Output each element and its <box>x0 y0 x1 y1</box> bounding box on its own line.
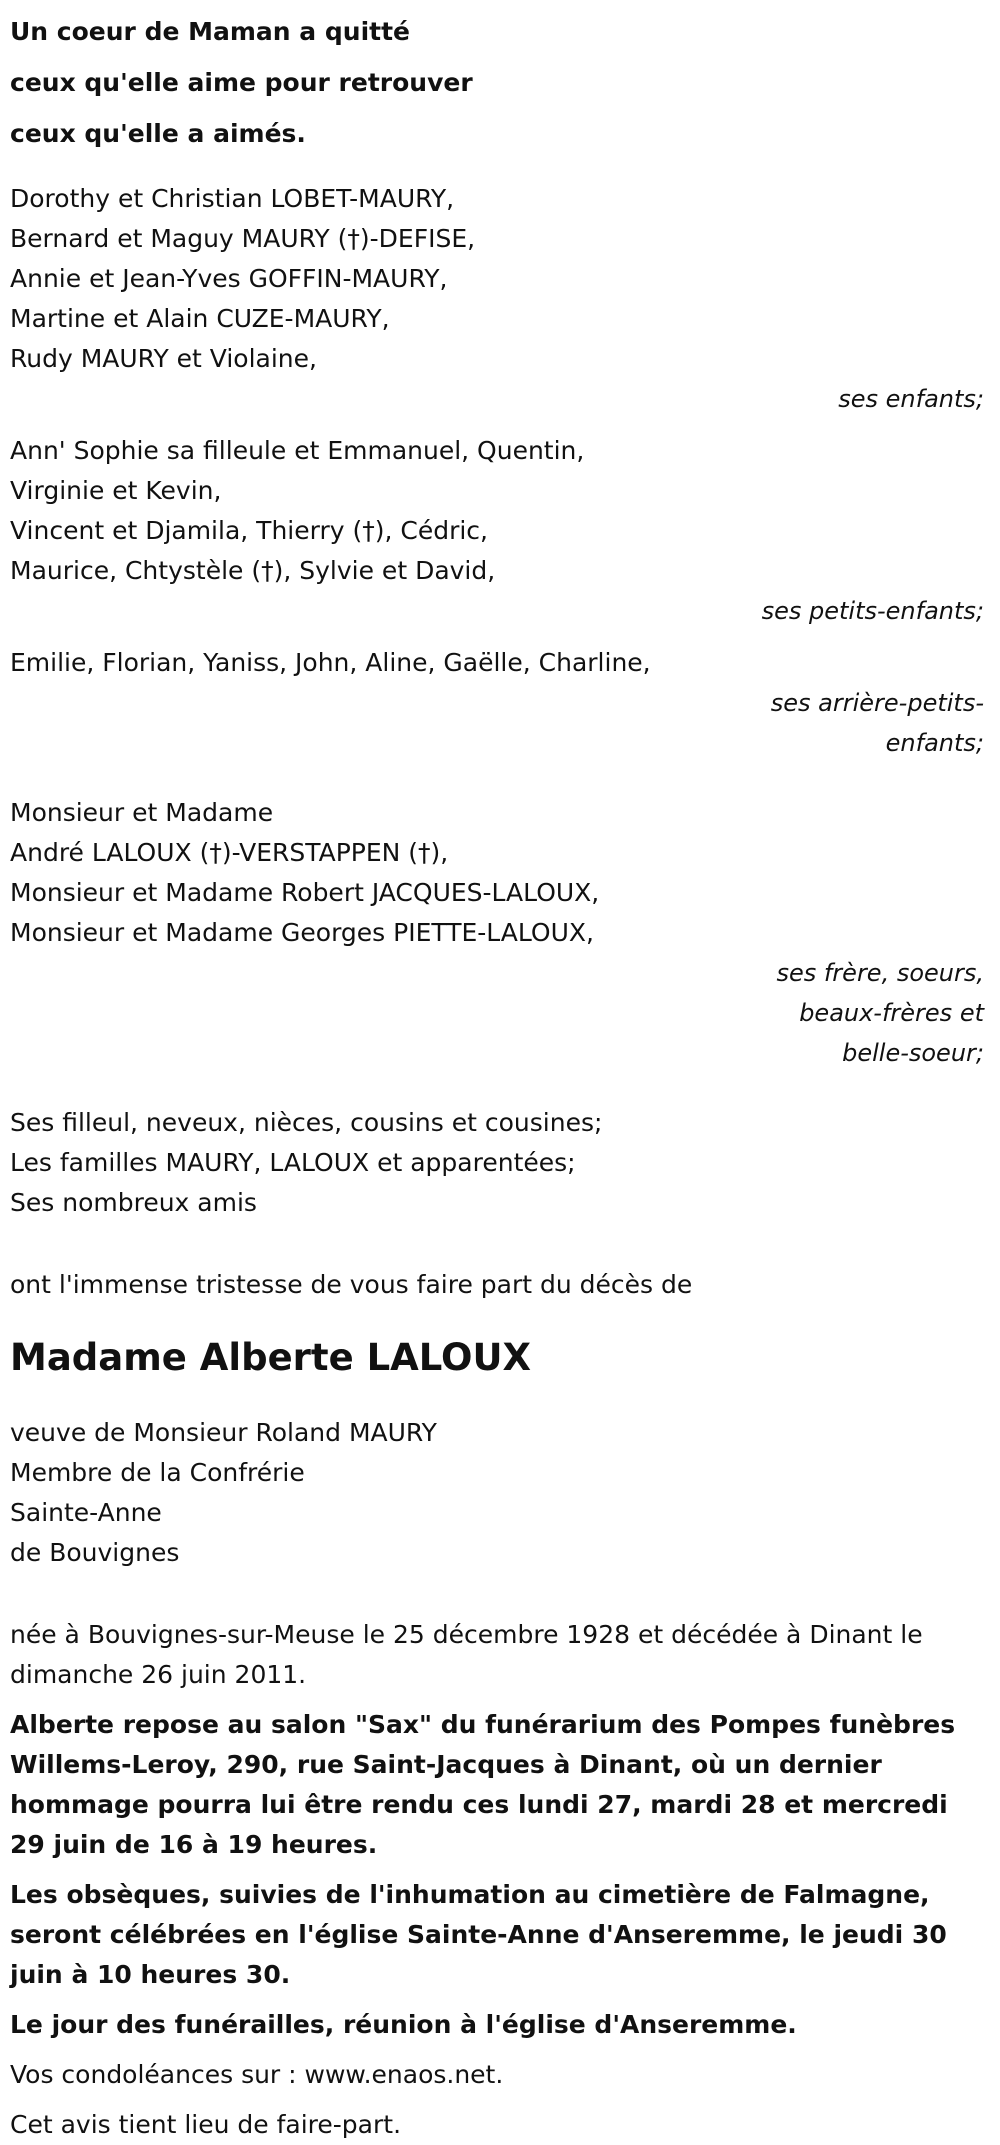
family-line: Bernard et Maguy MAURY (†)-DEFISE, <box>10 224 476 253</box>
relation-label: ses petits-enfants; <box>761 597 984 625</box>
others-line: Les familles MAURY, LALOUX et apparentées; <box>10 1148 576 1177</box>
intro-line: Un coeur de Maman a quitté <box>10 17 410 46</box>
relation-label: ses frère, soeurs, <box>776 959 984 987</box>
relation-label: enfants; <box>885 729 984 757</box>
relation-label: ses arrière-petits- <box>770 689 984 717</box>
others-line: Ses nombreux amis <box>10 1188 257 1217</box>
detail-line: Membre de la Confrérie <box>10 1458 305 1487</box>
family-line: Ann' Sophie sa filleule et Emmanuel, Quentin, <box>10 436 585 465</box>
family-line: Annie et Jean-Yves GOFFIN-MAURY, <box>10 264 448 293</box>
others-line: Ses filleul, neveux, nièces, cousins et cousines; <box>10 1108 603 1137</box>
family-line: Rudy MAURY et Violaine, <box>10 344 317 373</box>
other-relatives <box>10 1103 990 1223</box>
family-line: Monsieur et Madame <box>10 798 274 827</box>
relation-label: belle-soeur; <box>842 1039 984 1067</box>
meeting-paragraph: Le jour des funérailles, réunion à l'église d'Anseremme. <box>10 2010 797 2039</box>
intro-verse <box>10 6 990 159</box>
family-line: Martine et Alain CUZE-MAURY, <box>10 304 390 333</box>
family-line: Dorothy et Christian LOBET-MAURY, <box>10 184 455 213</box>
detail-line: Sainte-Anne <box>10 1498 162 1527</box>
notice-paragraph: Cet avis tient lieu de faire-part. <box>10 2110 402 2139</box>
relation-label: beaux-frères et <box>799 999 984 1027</box>
family-line: Vincent et Djamila, Thierry (†), Cédric, <box>10 516 488 545</box>
viewing-paragraph: Alberte repose au salon "Sax" du funérarium des Pompes funèbres Willems-Leroy, 290, rue Saint-Jacques à Dinant, où un dernier hommage pourra lui être rendu ces lundi 27, mardi 28 et mercredi 29 juin de 16 à 19 heures. <box>10 1710 956 1859</box>
family-line: Emilie, Florian, Yaniss, John, Aline, Gaëlle, Charline, <box>10 648 651 677</box>
deceased-name: Madame Alberte LALOUX <box>10 1336 532 1379</box>
family-line: Virginie et Kevin, <box>10 476 222 505</box>
family-group-great-grandchildren <box>10 643 990 763</box>
announcement-text: ont l'immense tristesse de vous faire part du décès de <box>10 1270 693 1299</box>
birth-death-paragraph: née à Bouvignes-sur-Meuse le 25 décembre 1928 et décédée à Dinant le dimanche 26 juin 2011. <box>10 1620 923 1689</box>
family-group-children <box>10 179 990 419</box>
funeral-paragraph: Les obsèques, suivies de l'inhumation au cimetière de Falmagne, seront célébrées en l'église Sainte-Anne d'Anseremme, le jeudi 30 juin à 10 heures 30. <box>10 1880 947 1989</box>
family-line: Monsieur et Madame Georges PIETTE-LALOUX, <box>10 918 594 947</box>
family-group-grandchildren <box>10 431 990 631</box>
detail-line: veuve de Monsieur Roland MAURY <box>10 1418 437 1447</box>
family-line: Maurice, Chtystèle (†), Sylvie et David, <box>10 556 496 585</box>
intro-line: ceux qu'elle aime pour retrouver <box>10 68 473 97</box>
deceased-details <box>10 1413 990 1573</box>
relation-label: ses enfants; <box>838 385 984 413</box>
intro-line: ceux qu'elle a aimés. <box>10 119 306 148</box>
family-group-siblings <box>10 793 990 1073</box>
family-line: Monsieur et Madame Robert JACQUES-LALOUX, <box>10 878 600 907</box>
detail-line: de Bouvignes <box>10 1538 180 1567</box>
family-line: André LALOUX (†)-VERSTAPPEN (†), <box>10 838 449 867</box>
condolences-paragraph: Vos condoléances sur : www.enaos.net. <box>10 2060 504 2089</box>
